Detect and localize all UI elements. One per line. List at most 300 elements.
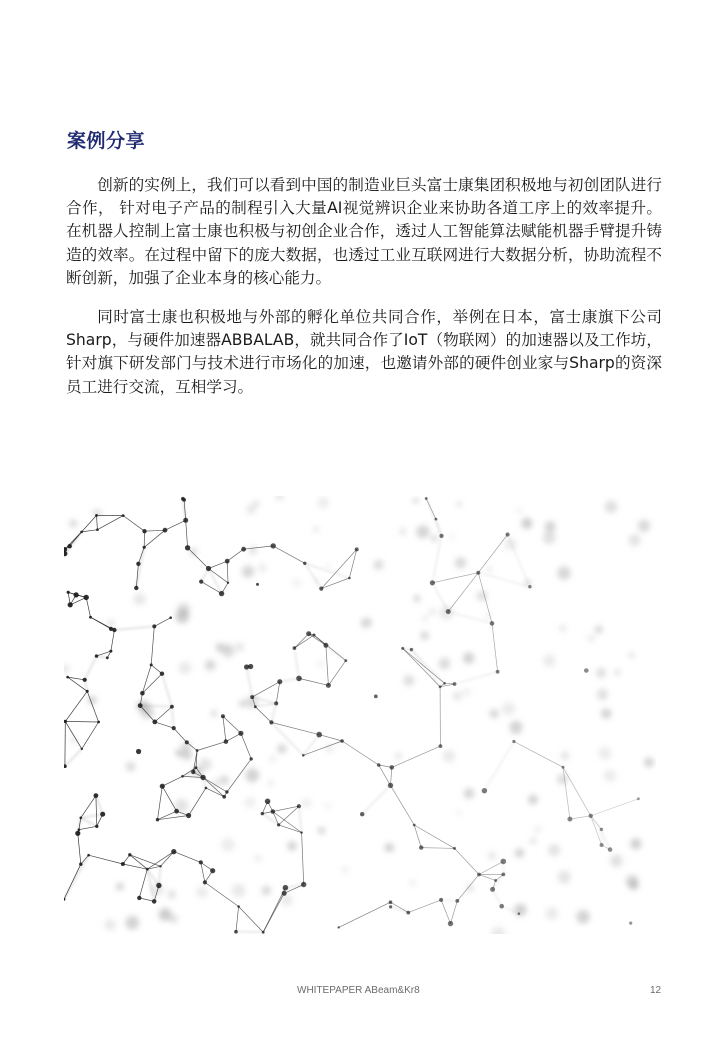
- network-link: [64, 864, 81, 899]
- network-node: [182, 498, 186, 502]
- network-illustration: [64, 496, 656, 934]
- bokeh-dot: [548, 844, 560, 856]
- network-node: [501, 859, 507, 865]
- network-node: [443, 682, 446, 685]
- network-node: [269, 720, 273, 724]
- network-link: [87, 691, 98, 722]
- network-node: [512, 740, 515, 743]
- network-node: [150, 663, 153, 666]
- network-node: [302, 754, 305, 757]
- bokeh-dot: [423, 616, 427, 620]
- bokeh-dot: [235, 642, 244, 651]
- bokeh-dot: [517, 508, 522, 513]
- network-node: [637, 797, 640, 800]
- network-link: [570, 816, 591, 819]
- network-link: [493, 874, 504, 889]
- network-node: [271, 543, 276, 548]
- network-node: [95, 654, 98, 657]
- network-link: [236, 932, 263, 933]
- network-link: [294, 634, 308, 648]
- network-link: [493, 889, 502, 906]
- network-node: [225, 559, 230, 564]
- page-number: 12: [650, 985, 662, 996]
- network-node: [97, 721, 100, 724]
- network-node: [348, 577, 351, 580]
- network-node: [138, 703, 143, 708]
- network-link: [162, 786, 176, 811]
- network-node: [78, 828, 81, 831]
- network-node: [446, 609, 451, 614]
- network-node: [277, 823, 280, 826]
- network-link: [209, 561, 228, 568]
- network-node: [244, 664, 249, 669]
- network-link: [155, 722, 174, 728]
- section-title: 案例分享: [67, 130, 146, 152]
- network-link: [188, 548, 209, 569]
- bokeh-dot: [450, 534, 455, 539]
- network-node: [374, 695, 378, 699]
- bokeh-dot: [514, 904, 526, 916]
- bokeh-dot: [443, 750, 455, 762]
- network-link: [227, 549, 243, 561]
- network-link: [86, 597, 90, 617]
- bokeh-dot: [533, 826, 541, 834]
- network-link: [65, 721, 82, 749]
- bokeh-dot: [216, 643, 225, 652]
- network-link: [79, 818, 81, 830]
- network-link: [299, 678, 328, 685]
- network-node: [159, 865, 161, 867]
- network-link: [81, 796, 96, 818]
- bokeh-dot: [232, 884, 246, 898]
- network-node: [142, 529, 146, 533]
- bokeh-dot: [413, 498, 418, 503]
- network-link: [158, 786, 163, 820]
- network-node: [338, 926, 340, 928]
- bokeh-dot: [488, 852, 496, 860]
- network-link: [155, 707, 172, 722]
- network-link: [457, 875, 479, 901]
- network-link: [563, 767, 591, 816]
- network-node: [68, 544, 72, 548]
- network-node: [490, 621, 495, 626]
- network-node: [206, 566, 211, 571]
- bokeh-dot: [464, 788, 474, 798]
- network-node: [128, 853, 131, 856]
- bokeh-dot: [604, 770, 616, 782]
- network-node: [355, 547, 359, 551]
- bokeh-dot: [457, 811, 461, 815]
- bokeh-dot: [457, 502, 462, 507]
- network-link: [159, 866, 161, 885]
- network-node: [122, 514, 125, 517]
- bokeh-dot: [546, 907, 559, 920]
- network-node: [84, 595, 89, 600]
- network-node: [210, 868, 215, 873]
- bokeh-dot: [576, 910, 590, 924]
- network-link: [201, 862, 205, 882]
- network-link: [319, 735, 342, 741]
- bokeh-dot: [463, 688, 470, 695]
- bokeh-dot: [491, 927, 505, 934]
- bokeh-dot: [403, 675, 414, 686]
- network-node: [250, 695, 254, 699]
- network-node: [261, 812, 264, 815]
- network-node: [234, 930, 238, 934]
- network-node: [83, 678, 87, 682]
- network-node: [224, 739, 229, 744]
- network-node: [439, 685, 442, 688]
- network-node: [156, 883, 161, 888]
- body-paragraph: 创新的实例上，我们可以看到中国的制造业巨头富士康集团积极地与初创团队进行合作， 针对电子产品的制程引入大量AI视觉辨识企业来协助各道工序上的效率提升。在机器人控制上富士康也积极与初创企业合作，透过人工智能算法赋能机器手臂提升铸造的效率。在过程中留下的庞大数据，也透过工业互联网进行大数据分析，协助流程不断创新，加强了企业本身的核心能力。: [66, 176, 662, 287]
- network-link: [123, 516, 144, 532]
- network-node: [80, 531, 83, 534]
- network-node: [121, 862, 125, 866]
- network-node: [496, 670, 500, 674]
- network-link: [130, 855, 161, 867]
- bokeh-dot: [116, 883, 124, 891]
- network-node: [297, 804, 301, 808]
- bokeh-dot: [644, 757, 654, 767]
- bokeh-dot: [258, 563, 267, 572]
- network-node: [344, 659, 347, 662]
- network-node: [439, 744, 443, 748]
- network-node: [185, 740, 189, 744]
- bokeh-dot: [247, 505, 256, 514]
- network-link: [79, 826, 97, 829]
- network-link: [271, 722, 303, 755]
- network-node: [406, 911, 410, 915]
- network-link: [174, 728, 187, 742]
- bokeh-dot: [302, 798, 312, 808]
- network-node: [476, 571, 480, 575]
- network-link: [279, 825, 302, 833]
- bokeh-dot: [587, 634, 595, 642]
- network-node: [477, 873, 481, 877]
- network-node: [95, 514, 98, 517]
- network-node: [203, 880, 207, 884]
- bokeh-dot: [400, 528, 406, 534]
- network-node: [152, 624, 156, 628]
- bokeh-dot: [453, 692, 462, 701]
- network-node: [156, 818, 159, 821]
- network-node: [199, 580, 203, 584]
- network-node: [169, 616, 172, 619]
- bokeh-dot: [167, 890, 176, 899]
- bokeh-dot: [598, 747, 611, 760]
- network-link: [165, 520, 186, 530]
- bokeh-dot: [318, 661, 324, 667]
- network-link: [492, 623, 498, 671]
- bokeh-dot: [414, 595, 421, 602]
- bokeh-dot: [361, 618, 372, 629]
- bokeh-dot: [281, 894, 293, 906]
- network-node: [222, 795, 226, 799]
- bokeh-dot: [181, 749, 192, 760]
- network-link: [441, 900, 457, 901]
- bokeh-dot: [262, 886, 271, 895]
- bokeh-dot: [275, 496, 284, 501]
- network-link: [514, 742, 563, 768]
- network-link: [305, 563, 322, 588]
- network-link: [479, 861, 503, 874]
- bokeh-dot: [601, 709, 611, 719]
- bokeh-dot: [509, 721, 522, 734]
- bokeh-dot: [176, 610, 190, 624]
- network-node: [96, 528, 99, 531]
- network-node: [389, 905, 392, 908]
- bokeh-dot: [558, 871, 571, 884]
- network-link: [97, 516, 123, 530]
- network-link: [294, 635, 314, 648]
- bokeh-dot: [373, 560, 383, 570]
- bokeh-dot: [429, 608, 436, 615]
- bokeh-dot: [221, 838, 234, 851]
- network-link: [96, 796, 103, 815]
- network-node: [448, 921, 453, 926]
- bokeh-dot: [626, 875, 639, 888]
- footer-text: WHITEPAPER ABeam&Kr8: [297, 985, 420, 996]
- bokeh-dot: [596, 668, 606, 678]
- network-node: [482, 788, 487, 793]
- bokeh-dot: [270, 756, 276, 762]
- network-node: [181, 775, 184, 778]
- network-link: [271, 722, 319, 734]
- network-node: [293, 646, 297, 650]
- network-link: [299, 806, 302, 832]
- bokeh-dot: [254, 855, 262, 863]
- bokeh-dot: [615, 670, 620, 675]
- network-link: [421, 848, 454, 849]
- network-link: [432, 536, 441, 583]
- network-link: [478, 573, 530, 587]
- network-node: [499, 904, 504, 909]
- network-node: [219, 591, 224, 596]
- network-node: [453, 682, 457, 686]
- network-node: [237, 905, 240, 908]
- network-link: [391, 767, 392, 785]
- bokeh-dot: [530, 838, 536, 844]
- network-node: [319, 587, 323, 591]
- network-link: [154, 618, 170, 627]
- network-link: [563, 767, 570, 819]
- network-link: [479, 875, 496, 881]
- network-node: [283, 885, 289, 891]
- network-node: [425, 497, 428, 500]
- bokeh-dot: [134, 593, 146, 605]
- network-node: [301, 882, 306, 887]
- network-link: [451, 901, 458, 924]
- network-link: [91, 617, 112, 629]
- network-link: [244, 546, 274, 549]
- network-node: [74, 592, 79, 597]
- network-link: [151, 626, 154, 665]
- network-node: [199, 860, 203, 864]
- network-node: [68, 602, 73, 607]
- network-node: [323, 643, 328, 648]
- network-node: [254, 705, 257, 708]
- network-link: [136, 547, 144, 588]
- network-link: [321, 578, 349, 589]
- bokeh-dot: [239, 700, 246, 707]
- bokeh-dot: [126, 762, 136, 772]
- network-link: [144, 530, 165, 547]
- bokeh-dot: [199, 758, 211, 770]
- network-node: [137, 896, 141, 900]
- body-paragraph: 同时富士康也积极地与外部的孵化单位共同合作，举例在日本，富士康旗下公司Sharp，与硬件加速器ABBALAB，就共同合作了IoT（物联网）的加速器以及工作坊，针对旗下研发部门与技术进行市场化的加速，也邀请外部的硬件创业家与Sharp的资深员工进行交流，互相学习。: [66, 308, 662, 396]
- bokeh-dot: [595, 626, 602, 633]
- bokeh-dot: [219, 775, 229, 785]
- network-node: [274, 701, 278, 705]
- network-link: [197, 742, 226, 751]
- network-node: [296, 676, 302, 682]
- bokeh-dot: [318, 827, 325, 834]
- bokeh-dot: [638, 520, 650, 532]
- network-link: [172, 707, 174, 728]
- network-node: [340, 739, 344, 743]
- bokeh-dot: [439, 658, 451, 670]
- bokeh-dot: [605, 500, 618, 513]
- network-link: [236, 907, 239, 932]
- network-node: [453, 847, 456, 850]
- bokeh-dot: [543, 531, 556, 544]
- network-node: [64, 898, 65, 901]
- network-link: [89, 855, 123, 864]
- network-node: [191, 770, 195, 774]
- network-node: [146, 868, 149, 871]
- network-link: [273, 806, 299, 811]
- bokeh-dot: [515, 848, 524, 857]
- network-link: [276, 682, 280, 704]
- network-link: [96, 796, 97, 827]
- network-link: [411, 650, 440, 687]
- bokeh-dot: [543, 655, 556, 668]
- network-node: [109, 627, 113, 631]
- network-link: [263, 893, 284, 932]
- bokeh-dot: [545, 521, 556, 532]
- network-node: [518, 912, 521, 915]
- network-node: [75, 831, 80, 836]
- bokeh-dot: [610, 855, 623, 868]
- network-node: [419, 845, 423, 849]
- network-node: [87, 854, 90, 857]
- network-node: [86, 690, 89, 693]
- network-node: [81, 748, 83, 750]
- network-link: [64, 855, 89, 899]
- bokeh-dot: [287, 841, 296, 850]
- network-link: [408, 900, 441, 913]
- network-link: [252, 682, 280, 697]
- network-node: [67, 591, 70, 594]
- network-node: [256, 583, 259, 586]
- network-node: [562, 766, 565, 769]
- network-node: [390, 765, 395, 770]
- network-node: [629, 922, 632, 925]
- network-node: [326, 683, 331, 688]
- bokeh-dot: [205, 660, 216, 671]
- bokeh-dot: [325, 803, 331, 809]
- network-link: [339, 902, 391, 927]
- network-link: [162, 674, 172, 707]
- network-link: [209, 569, 229, 583]
- bokeh-dot: [528, 795, 538, 805]
- network-link: [97, 515, 98, 529]
- bokeh-dot: [630, 838, 641, 849]
- network-node: [300, 831, 302, 833]
- network-node: [225, 790, 228, 793]
- bokeh-dot: [242, 565, 254, 577]
- network-link: [206, 788, 224, 797]
- network-node: [494, 879, 497, 882]
- network-node: [160, 784, 165, 789]
- network-link: [174, 852, 201, 863]
- network-node: [241, 547, 246, 552]
- bokeh-dot: [211, 710, 217, 716]
- network-link: [145, 530, 166, 531]
- network-node: [608, 847, 613, 852]
- network-link: [591, 816, 602, 830]
- network-node: [94, 793, 99, 798]
- network-node: [430, 580, 435, 585]
- network-link: [255, 707, 271, 723]
- bokeh-dot: [463, 652, 474, 663]
- network-node: [172, 726, 176, 730]
- bokeh-dot: [521, 518, 532, 529]
- network-node: [265, 799, 271, 805]
- network-link: [227, 561, 228, 583]
- bokeh-dot: [395, 753, 401, 759]
- network-node: [600, 843, 604, 847]
- network-link: [271, 703, 276, 722]
- bokeh-dot: [557, 774, 568, 785]
- bokeh-dot: [486, 566, 492, 572]
- network-node: [136, 562, 140, 566]
- network-link: [508, 535, 530, 587]
- network-link: [183, 776, 204, 777]
- network-node: [174, 809, 179, 814]
- bokeh-dot: [431, 535, 437, 541]
- network-link: [294, 648, 299, 678]
- network-link: [65, 691, 87, 721]
- network-node: [227, 582, 229, 584]
- network-link: [139, 869, 147, 898]
- network-node: [313, 634, 316, 637]
- bokeh-dot: [504, 538, 516, 550]
- network-node: [152, 720, 157, 725]
- network-link: [484, 742, 514, 791]
- network-link: [441, 900, 450, 924]
- network-link: [478, 535, 507, 573]
- network-node: [160, 672, 164, 676]
- bokeh-dot: [629, 534, 641, 546]
- bokeh-dot: [268, 780, 274, 786]
- bokeh-dot: [385, 843, 394, 852]
- bokeh-dot: [421, 632, 429, 640]
- network-link: [448, 612, 492, 624]
- network-node: [439, 898, 443, 902]
- bokeh-dot: [69, 520, 77, 528]
- network-link: [455, 848, 480, 874]
- network-link: [186, 520, 188, 548]
- network-link: [328, 661, 345, 686]
- network-node: [490, 887, 495, 892]
- network-link: [280, 678, 299, 681]
- bokeh-dot: [317, 497, 329, 509]
- bokeh-dot: [342, 867, 348, 873]
- network-node: [95, 825, 98, 828]
- network-node: [584, 668, 589, 673]
- network-node: [567, 817, 572, 822]
